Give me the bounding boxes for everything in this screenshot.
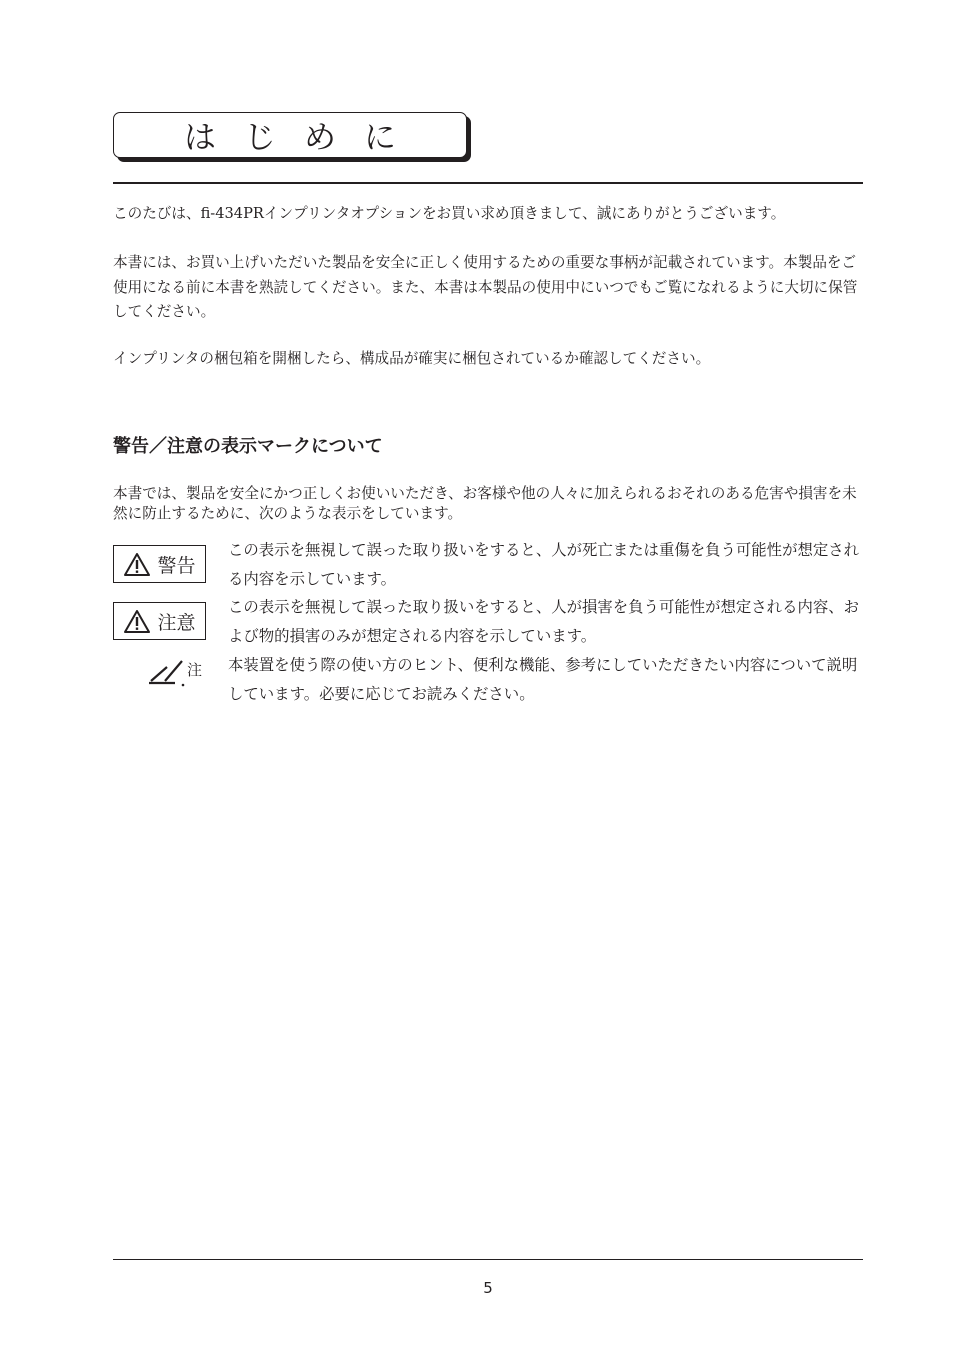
title-divider bbox=[113, 182, 863, 184]
caution-label: 注意 bbox=[157, 611, 196, 634]
note-mark bbox=[145, 657, 202, 687]
caution-label-box bbox=[113, 602, 206, 640]
page-title: はじめに bbox=[183, 118, 424, 156]
caution-description: この表示を無視して誤った取り扱いをすると、人が損害を負う可能性が想定される内容、および物的損害のみが想定される内容を示しています。 bbox=[228, 598, 860, 645]
warning-description: この表示を無視して誤った取り扱いをすると、人が死亡または重傷を負う可能性が想定される内容を示しています。 bbox=[228, 541, 860, 588]
warning-triangle-icon bbox=[123, 609, 151, 634]
warning-label: 警告 bbox=[157, 554, 196, 577]
section-heading: 警告／注意の表示マークについて bbox=[113, 436, 383, 457]
section-intro: 本書では、製品を安全にかつ正しくお使いいただき、お客様や他の人々に加えられるおそれのある危害や損害を未然に防止するために、次のような表示をしています。 bbox=[113, 485, 857, 522]
intro-paragraph-1: このたびは、fi-434PRインプリンタオプションをお買い求め頂きまして、誠にありがとうございます。 bbox=[113, 205, 786, 222]
note-description: 本装置を使う際の使い方のヒント、便利な機能、参考にしていただきたい内容について説明しています。必要に応じてお読みください。 bbox=[228, 656, 858, 703]
intro-paragraph-3: インプリンタの梱包箱を開梱したら、構成品が確実に梱包されているか確認してください。 bbox=[113, 350, 711, 367]
warning-triangle-icon bbox=[123, 552, 151, 577]
page-number: 5 bbox=[483, 1279, 493, 1297]
pencil-note-icon bbox=[145, 657, 185, 687]
note-label: 注 bbox=[187, 661, 203, 679]
warning-label-box bbox=[113, 545, 206, 583]
title-box bbox=[113, 112, 467, 158]
intro-paragraph-2: 本書には、お買い上げいただいた製品を安全に正しく使用するための重要な事柄が記載されています。本製品をご使用になる前に本書を熟読してください。また、本書は本製品の使用中にいつでもご覧になれるように大切に保管してください。 bbox=[113, 254, 858, 320]
footer-divider bbox=[113, 1259, 863, 1260]
